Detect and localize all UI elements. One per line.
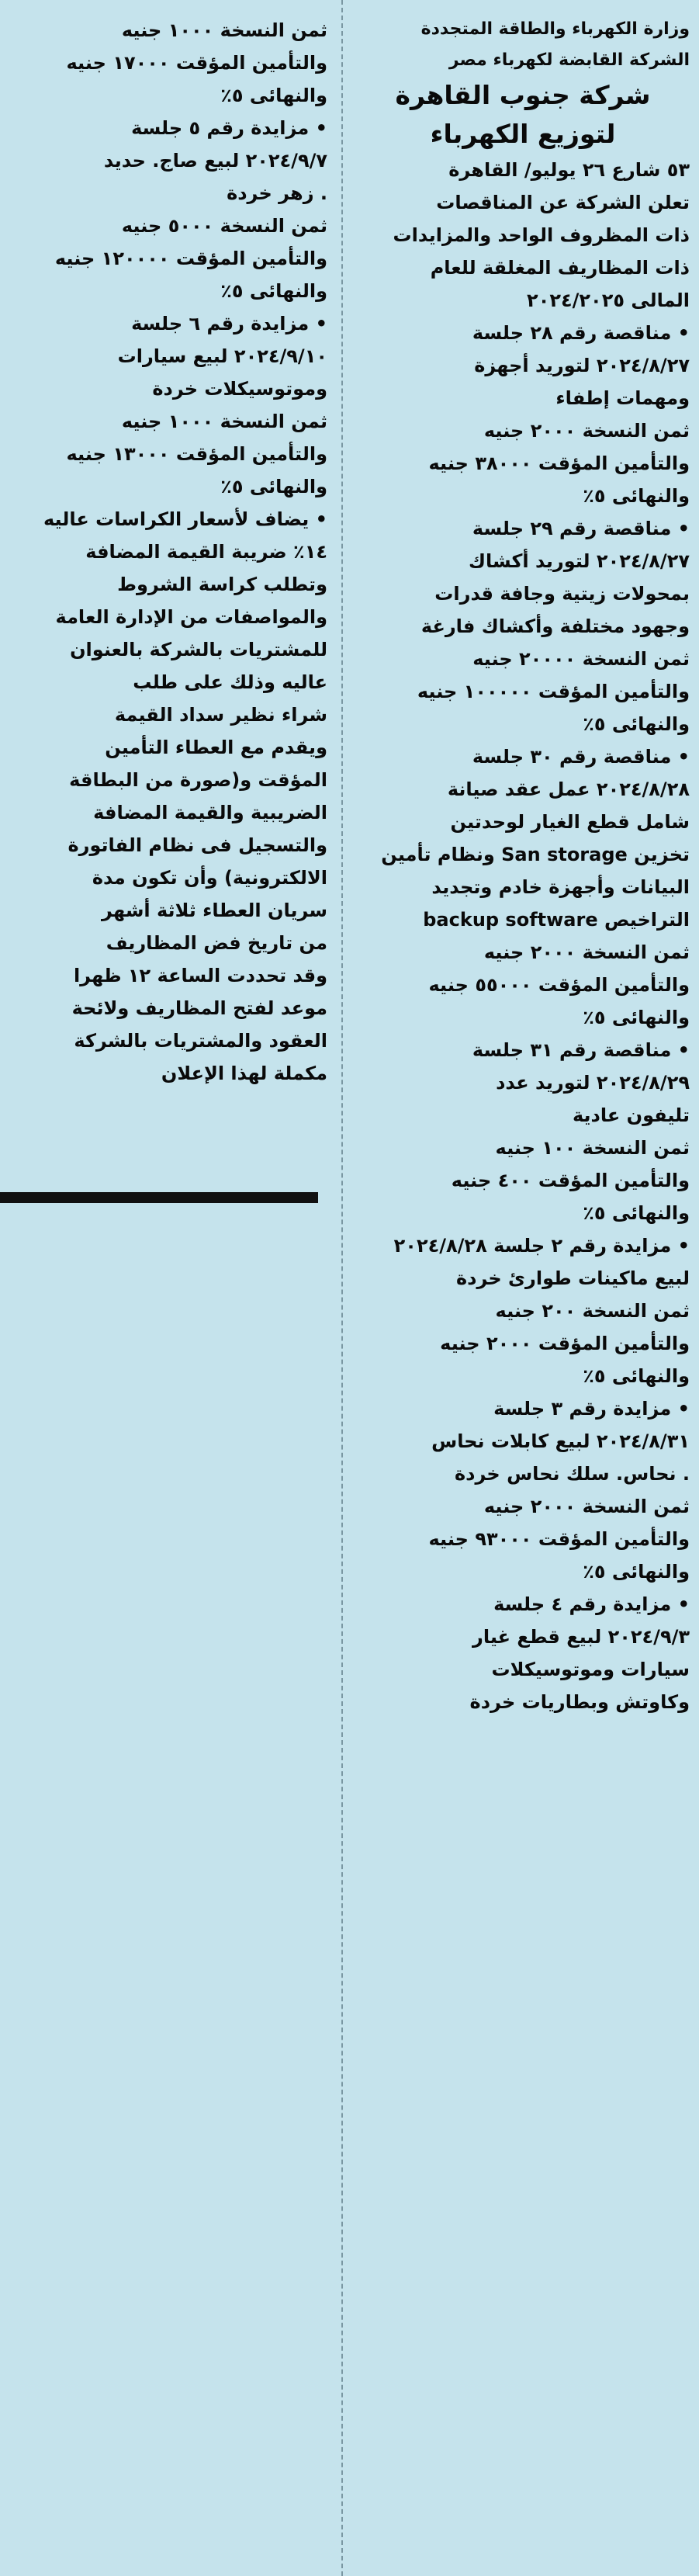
item-line: ثمن النسخة ٢٠٠ جنيه (495, 1300, 690, 1322)
end-rule (0, 1192, 318, 1203)
item-line: • مناقصة رقم ٢٨ جلسة (472, 322, 690, 344)
body-line: من تاريخ فض المظاريف (106, 932, 327, 954)
item-line: والنهائى ٥٪ (583, 1365, 690, 1387)
item-line: • مناقصة رقم ٣١ جلسة (472, 1039, 690, 1061)
item-line: • مزايدة رقم ٤ جلسة (493, 1593, 690, 1615)
tender-29 (356, 512, 690, 740)
body-line: وقد تحددت الساعة ١٢ ظهرا (73, 965, 327, 986)
body-line: ثمن النسخة ١٠٠٠ جنيه (121, 411, 327, 432)
item-line: والتأمين المؤقت ١٠٠٠٠٠ جنيه (417, 681, 690, 702)
tender-30 (356, 740, 690, 1034)
body-line: والتأمين المؤقت ١٣٠٠٠ جنيه (66, 443, 327, 465)
item-line: شامل قطع الغيار لوحدتين (450, 811, 690, 833)
body-line: عاليه وذلك على طلب (133, 671, 327, 693)
body-line: ١٤٪ ضريبة القيمة المضافة (85, 541, 327, 563)
item-line: ٢٠٢٤/٨/٢٧ لتوريد أكشاك (469, 550, 690, 572)
item-line: ثمن النسخة ١٠٠ جنيه (495, 1137, 690, 1159)
company-name-line-1: شركة جنوب القاهرة (395, 80, 651, 110)
address: ٥٣ شارع ٢٦ يوليو/ القاهرة (448, 159, 690, 181)
item-line: ثمن النسخة ٢٠٠٠٠ جنيه (472, 648, 690, 670)
body-line: سريان العطاء ثلاثة أشهر (102, 900, 327, 921)
item-line: ثمن النسخة ٢٠٠٠ جنيه (483, 420, 690, 442)
item-line: . نحاس. سلك نحاس خردة (455, 1463, 690, 1485)
item-line: ثمن النسخة ٢٠٠٠ جنيه (483, 1496, 690, 1517)
item-line: والتأمين المؤقت ٩٣٠٠٠ جنيه (428, 1528, 690, 1550)
body-line: والتسجيل فى نظام الفاتورة (67, 834, 327, 856)
item-line: والتأمين المؤقت ٥٥٠٠٠ جنيه (428, 974, 690, 996)
item-line: والتأمين المؤقت ٣٨٠٠٠ جنيه (428, 452, 690, 474)
item-line: • مزايدة رقم ٣ جلسة (493, 1398, 690, 1420)
intro-line: ذات المظروف الواحد والمزايدات (393, 224, 690, 246)
item-line: التراخيص backup software (423, 909, 690, 931)
body-line: ثمن النسخة ٥٠٠٠ جنيه (121, 215, 327, 237)
item-line: ومهمات إطفاء (555, 387, 690, 409)
company-name-line-2: لتوزيع الكهرباء (430, 119, 616, 149)
body-line: والنهائى ٥٪ (220, 280, 327, 302)
right-column (350, 0, 699, 2576)
intro-line: ذات المظاريف المغلقة للعام (430, 257, 690, 279)
item-line: سيارات وموتوسيكلات (491, 1659, 690, 1680)
body-line: المؤقت و(صورة من البطاقة (69, 769, 327, 791)
left-column (0, 0, 335, 2576)
body-line: • مزايدة رقم ٥ جلسة (131, 117, 327, 139)
body-line: للمشتريات بالشركة بالعنوان (70, 639, 327, 660)
item-line: بمحولات زيتية وجافة قدرات (434, 583, 690, 605)
item-line: ٢٠٢٤/٨/٣١ لبيع كابلات نحاس (431, 1430, 690, 1452)
item-line: ٢٠٢٤/٨/٢٧ لتوريد أجهزة (474, 355, 690, 376)
tender-31 (356, 1034, 690, 1229)
body-line: ويقدم مع العطاء التأمين (105, 737, 327, 758)
item-line: • مزايدة رقم ٢ جلسة ٢٠٢٤/٨/٢٨ (393, 1235, 690, 1257)
item-line: والتأمين المؤقت ٤٠٠ جنيه (451, 1170, 690, 1191)
item-line: ٢٠٢٤/٩/٣ لبيع قطع غيار (472, 1626, 690, 1648)
body-line: والتأمين المؤقت ١٧٠٠٠ جنيه (66, 52, 327, 74)
item-line: وجهود مختلفة وأكشاك فارغة (420, 615, 690, 637)
body-line: . زهر خردة (227, 182, 327, 204)
item-line: والنهائى ٥٪ (583, 485, 690, 507)
body-line: ثمن النسخة ١٠٠٠ جنيه (121, 19, 327, 41)
item-line: • مناقصة رقم ٢٩ جلسة (472, 518, 690, 539)
body-line: والمواصفات من الإدارة العامة (55, 606, 327, 628)
item-line: ثمن النسخة ٢٠٠٠ جنيه (483, 941, 690, 963)
item-line: والتأمين المؤقت ٢٠٠٠ جنيه (440, 1333, 690, 1354)
item-line: والنهائى ٥٪ (583, 1202, 690, 1224)
item-line: والنهائى ٥٪ (583, 1007, 690, 1028)
item-line: • مناقصة رقم ٣٠ جلسة (472, 746, 690, 768)
body-line: موعد لفتح المظاريف ولائحة (71, 997, 327, 1019)
body-line: وموتوسيكلات خردة (152, 378, 327, 400)
body-line: والتأمين المؤقت ١٢٠٠٠٠ جنيه (54, 248, 327, 269)
item-line: وكاوتش وبطاريات خردة (469, 1691, 690, 1713)
item-line: البيانات وأجهزة خادم وتجديد (431, 876, 690, 898)
body-line: • مزايدة رقم ٦ جلسة (131, 313, 327, 335)
tender-28 (356, 317, 690, 512)
item-line: ٢٠٢٤/٨/٢٨ عمل عقد صيانة (447, 778, 690, 800)
item-line: ٢٠٢٤/٨/٢٩ لتوريد عدد (496, 1072, 690, 1094)
body-line: والنهائى ٥٪ (220, 476, 327, 498)
body-line: الالكترونية) وأن تكون مدة (92, 867, 327, 889)
item-line: لبيع ماكينات طوارئ خردة (455, 1267, 690, 1289)
item-line: تليفون عادية (572, 1104, 690, 1126)
body-line: والنهائى ٥٪ (220, 85, 327, 106)
item-line: والنهائى ٥٪ (583, 713, 690, 735)
body-line: ٢٠٢٤/٩/١٠ لبيع سيارات (117, 345, 327, 367)
intro-paragraph (356, 186, 690, 317)
intro-line: المالى ٢٠٢٤/٢٠٢٥ (527, 289, 690, 311)
auction-2 (356, 1229, 690, 1392)
body-line: مكملة لهذا الإعلان (161, 1063, 327, 1084)
body-line: شراء نظير سداد القيمة (114, 704, 327, 726)
body-line: • يضاف لأسعار الكراسات عاليه (43, 508, 327, 530)
item-line: تخزين San storage ونظام تأمين (381, 844, 690, 865)
body-line: العقود والمشتريات بالشركة (74, 1030, 327, 1052)
auction-4 (356, 1588, 690, 1718)
column-divider (341, 0, 343, 2576)
item-line: والنهائى ٥٪ (583, 1561, 690, 1583)
body-line: وتطلب كراسة الشروط (117, 574, 327, 595)
body-line: ٢٠٢٤/٩/٧ لبيع صاج. حديد (103, 150, 327, 172)
ministry-line: وزارة الكهرباء والطاقة المتجددة (420, 19, 690, 39)
intro-line: تعلن الشركة عن المناقصات (436, 192, 690, 213)
auction-3 (356, 1392, 690, 1588)
holding-company-line: الشركة القابضة لكهرباء مصر (448, 50, 690, 70)
body-line: الضريبية والقيمة المضافة (93, 802, 327, 823)
